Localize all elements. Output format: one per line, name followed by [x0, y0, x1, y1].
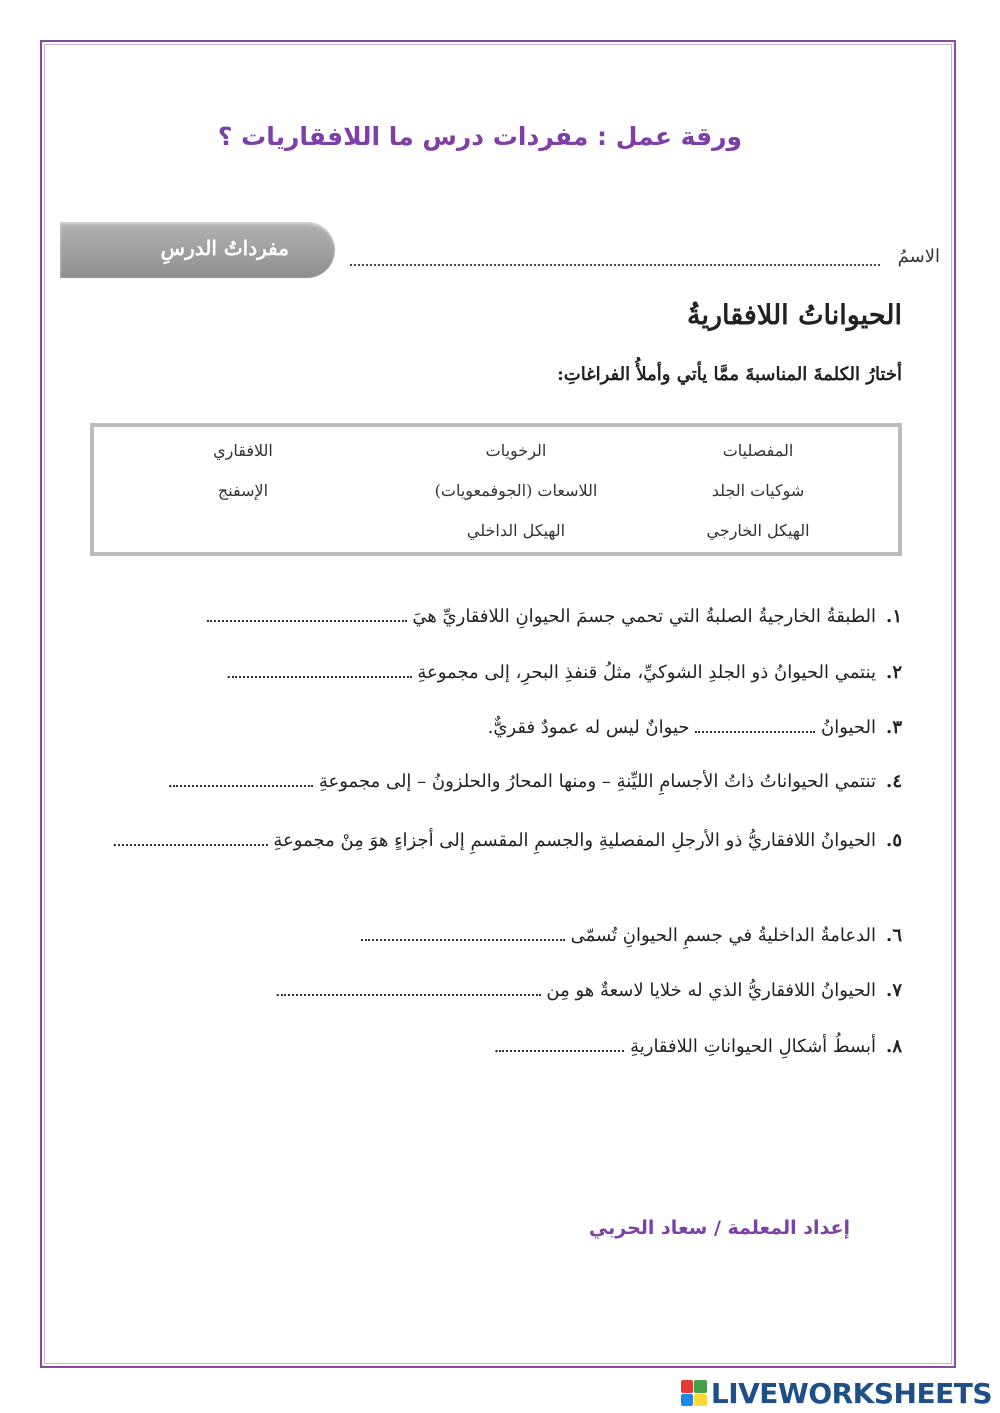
question-number: ٦.	[886, 925, 902, 946]
word-bank-item: الرخويات	[485, 441, 547, 460]
answer-blank[interactable]	[695, 719, 815, 733]
word-bank-item: المفصليات	[722, 441, 794, 460]
word-bank-item: الهيكل الداخلي	[466, 521, 566, 540]
word-bank	[90, 423, 902, 556]
question-number: ٥.	[886, 830, 902, 851]
answer-blank[interactable]	[232, 664, 412, 678]
liveworksheets-logo	[681, 1378, 992, 1408]
question-text: الطبقةُ الخارجيةُ الصلبةُ التي تحمي جسمَ الحيوانِ اللافقاريِّ هيَ	[412, 606, 877, 627]
answer-blank[interactable]	[173, 773, 313, 787]
question-5	[92, 818, 902, 864]
question-end: .	[167, 771, 174, 792]
question-end: .	[493, 1036, 500, 1057]
question-text: تنتمي الحيواناتُ ذاتُ الأجسامِ الليِّنةِ – ومنها المحارُ والحلزونُ – إلى مجموعةِ	[318, 771, 877, 792]
lesson-vocabulary-tab	[60, 222, 335, 278]
question-text: ينتمي الحيوانُ ذو الجلدِ الشوكيِّ، مثلُ قنفذِ البحرِ، إلى مجموعةِ	[417, 662, 877, 683]
answer-blank[interactable]	[118, 832, 268, 846]
question-number: ٧.	[886, 980, 902, 1001]
word-bank-item: اللافقاري	[213, 441, 273, 460]
answer-blank[interactable]	[365, 927, 565, 941]
question-text: الدعامةُ الداخليةُ في جسمِ الحيوانِ تُسمّى	[570, 925, 877, 946]
teacher-signature: إعداد المعلمة / سعاد الحربي	[588, 1217, 850, 1239]
question-end: .	[225, 662, 232, 683]
word-bank-item: الإسفنج	[217, 481, 269, 500]
answer-blank[interactable]	[207, 608, 407, 622]
question-number: ١.	[886, 606, 902, 627]
question-number: ٢.	[886, 662, 902, 683]
name-input-line[interactable]	[350, 264, 880, 266]
word-bank-item: الهيكل الخارجي	[706, 521, 810, 540]
lesson-tab-label: مفرداتُ الدرسِ	[160, 236, 289, 260]
word-bank-item: شوكيات الجلد	[711, 481, 805, 500]
question-3	[488, 717, 902, 738]
name-row	[350, 246, 940, 276]
question-2	[226, 662, 902, 683]
question-end: .	[111, 830, 118, 851]
question-text: أبسطُ أشكالِ الحيواناتِ اللافقاريةِ	[630, 1036, 877, 1057]
question-text: الحيوانُ	[820, 717, 877, 738]
question-number: ٤.	[886, 771, 902, 792]
instruction-text: أختارُ الكلمةَ المناسبةَ ممَّا يأتي وأملأُ الفراغاتِ:	[557, 364, 902, 385]
question-4	[167, 771, 902, 792]
question-end: .	[359, 925, 365, 946]
question-text-after: حيوانٌ ليس له عمودٌ فقريٌّ.	[487, 717, 690, 738]
question-text: الحيوانُ اللافقاريُّ الذي له خلايا لاسعةٌ هو مِن	[546, 980, 877, 1001]
answer-blank[interactable]	[281, 982, 541, 996]
question-7	[275, 980, 902, 1001]
word-bank-item: اللاسعات (الجوفمعويات)	[434, 481, 598, 500]
question-number: ٨.	[886, 1036, 902, 1057]
question-6	[359, 925, 902, 946]
worksheet-title: ورقة عمل : مفردات درس ما اللافقاريات ؟	[217, 122, 743, 151]
brand-name: LIVEWORKSHEETS	[710, 1376, 992, 1410]
section-title: الحيواناتُ اللافقاريةُ	[687, 300, 902, 331]
answer-blank[interactable]	[499, 1038, 624, 1052]
name-label: الاسمُ	[897, 246, 940, 267]
question-8	[494, 1036, 902, 1057]
question-end: .	[274, 980, 281, 1001]
question-text: الحيوانُ اللافقاريُّ ذو الأرجلِ المفصليةِ والجسمِ المقسمِ إلى أجزاءٍ هوَ مِنْ مجموعةِ	[273, 830, 877, 851]
liveworksheets-icon	[681, 1380, 707, 1406]
question-1	[207, 606, 902, 627]
question-number: ٣.	[886, 717, 902, 738]
